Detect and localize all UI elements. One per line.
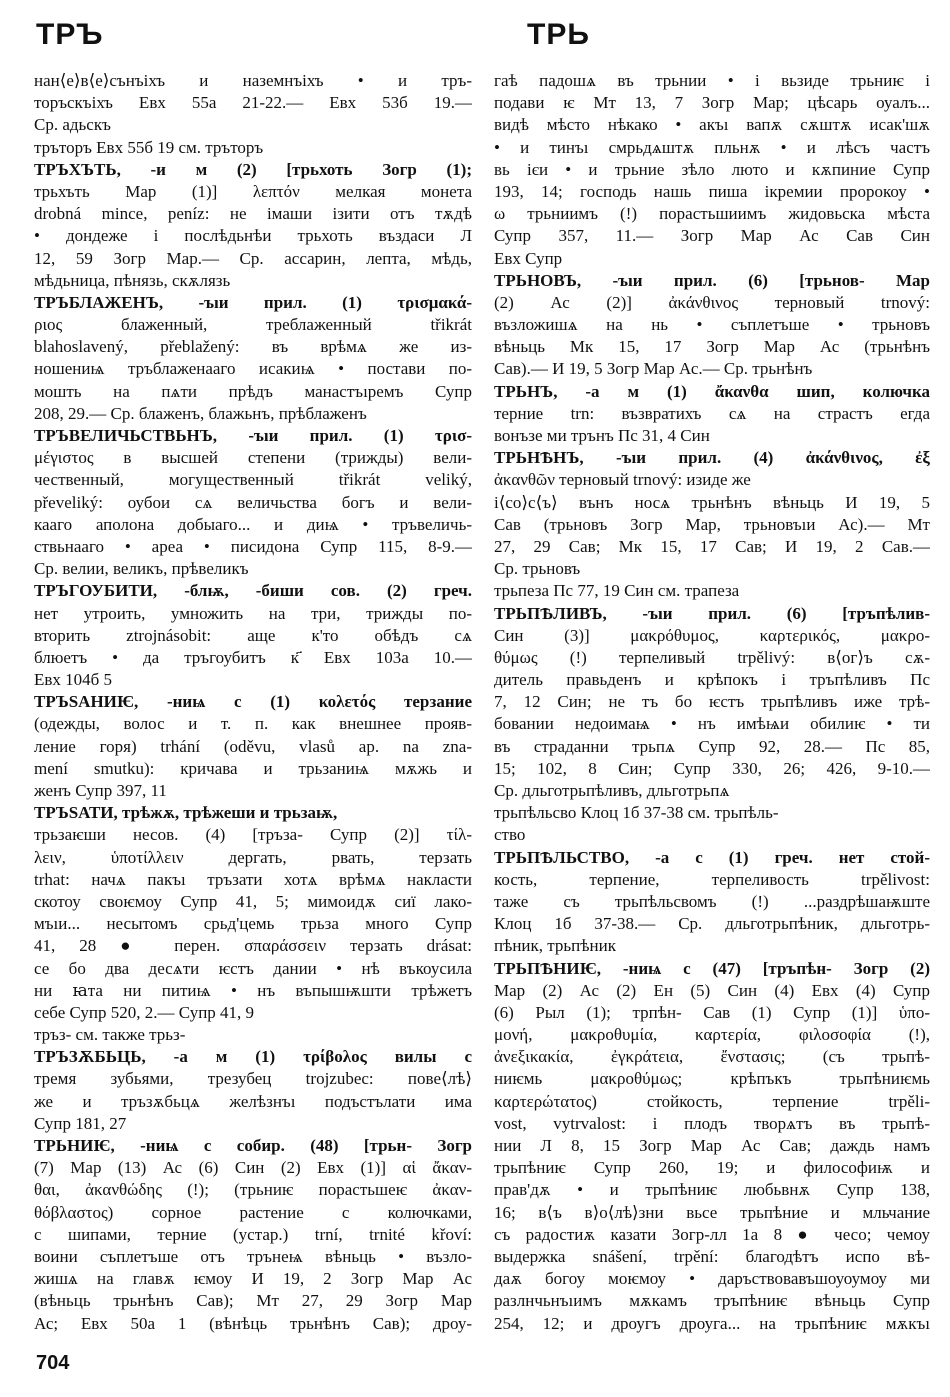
dictionary-line: Сав (трьновъ Зогр Мар, трьновъıи Ас).— Мт (494, 514, 930, 534)
dictionary-line: ἀνεξικακία, ἐγκράτεια, ἔνστασις; (съ трьпѣ- (494, 1047, 930, 1067)
dictionary-line: θαι, ἀκανθώδης (!); (трьниѥ порастьшеѥ ἀκαν- (34, 1180, 472, 1200)
dictionary-line: ТРЬПѢЛИВЪ, -ъıи прил. (6) [тръпѣлив- (494, 603, 930, 623)
dictionary-line: ление горя) trhání (oděvu, vlasů ap. na zna- (34, 736, 472, 756)
dictionary-line: ТРЪГОУБИТИ, -блѭ, -биши сов. (2) греч. (34, 581, 472, 601)
dictionary-line: (6) Рыл (1); трпѣн- Сав (1) Супр (1)] ὑπο- (494, 1002, 930, 1022)
dictionary-line: • дондеже і послѣдьнѣи трьхоть въздаси Л (34, 226, 472, 246)
dictionary-line: скотоу своѥмоу Супр 41, 5; мимоидѫ сиї лако- (34, 891, 472, 911)
dictionary-line: даѫ богоу моѥмоу • даръствовавъшоуоумоу ми (494, 1269, 930, 1289)
dictionary-line: Евх Супр (494, 248, 563, 268)
dictionary-line: мѣдьница, пѣнязь, скѫлязь (34, 270, 231, 290)
dictionary-line: торъскъіхъ Евх 55а 21-22.— Евх 53б 19.— (34, 93, 472, 113)
dictionary-line: тръторъ Евх 55б 19 см. тръторъ (34, 137, 264, 157)
dictionary-line: вь ієи • и трьние зѣло люто и кѫпиние Супр (494, 159, 930, 179)
dictionary-line: гаѣ падошѧ въ трьнии • і вьзиде трьниѥ і (494, 71, 930, 90)
dictionary-line: Ср. адьскъ (34, 115, 111, 135)
dictionary-line: převeliký: оубои сѧ величьства богъ и вели- (34, 492, 472, 512)
dictionary-line: въ страданни трьпѧ Супр 92, 28.— Пс 85, (494, 736, 930, 756)
dictionary-line: ἀκανθῶν терновый trnový: изиде же (494, 470, 751, 490)
dictionary-line: кость, терпение, терпеливость trpělivost: (494, 869, 930, 889)
left-column (34, 70, 472, 1335)
dictionary-line: vost, vytrvalost: і плодъ творѧтъ въ трьпѣ- (494, 1113, 930, 1133)
dictionary-line: трьпеза Пс 77, 19 Син см. трапеза (494, 581, 740, 601)
dictionary-line: (одежды, волос и т. п. как внешнее прояв- (34, 714, 472, 734)
dictionary-line: тремя зубьями, трезубец trojzubec: пове⟨лѣ⟩ (34, 1069, 472, 1089)
dictionary-line: блюетъ • да тръгоубитъ к҃ Евх 103а 10.— (34, 647, 472, 667)
dictionary-line: же и тръзѫбьцѧ желѣзнъı подъстълати има (34, 1091, 472, 1111)
dictionary-line: 193, 14; господь нашь пиша ікремии пророкоу • (494, 181, 930, 201)
dictionary-line: с шипами, терние (устар.) trní, trnité křoví: (34, 1224, 472, 1244)
dictionary-line: ω трьниимъ (!) порастьшиимъ жидовьска мѣста (494, 204, 930, 224)
dictionary-line: трьзаѥши несов. (4) [тръза- Супр (2)] τίλ- (34, 825, 472, 845)
dictionary-line: ТРЪВЕЛИЧЬСТВЬНЪ, -ъıи прил. (1) τρισ- (34, 426, 472, 445)
dictionary-line: ТРЪЅАНИѤ, -ниѩ с (1) κολετός терзание (34, 692, 472, 712)
dictionary-line: бовании недоимаѩ • нъ имѣѩи обилиѥ • ти (494, 714, 930, 734)
dictionary-line: 16; в⟨ъ в⟩о⟨лѣ⟩зни вьсе трьпѣние и мльчание (494, 1202, 930, 1222)
dictionary-line: вѣньць Мк 15, 17 Зогр Мар Ас (трьнѣнъ (494, 337, 930, 357)
dictionary-line: ТРЪБЛАЖЕНЪ, -ъıи прил. (1) τρισμακά- (34, 292, 472, 312)
dictionary-line: нан⟨е⟩в⟨е⟩сънъіхъ и наземнъіхъ • и тръ- (34, 71, 472, 90)
dictionary-line: воини съплетъше отъ трънеѩ вѣньць • възло- (34, 1246, 472, 1266)
dictionary-line: mení smutku): кричава и трьзаниѩ мѫжь и (34, 758, 472, 778)
dictionary-line: Евх 104б 5 (34, 670, 113, 690)
dictionary-line: ниѥмь μακροθύμως; крѣпъкъ трьпѣниѥмь (494, 1069, 930, 1089)
dictionary-line: (7) Мар (13) Ас (6) Син (2) Евх (1)] αἱ ἄκαν- (34, 1158, 472, 1178)
dictionary-line: ни ꙗта ни питиѩ • нъ въпышѭшти трѣжетъ (34, 980, 472, 1000)
dictionary-line: ствьнааго • ареа • писидона Супр 115, 8-9.— (34, 536, 472, 556)
dictionary-line: ТРЬПѢЛЬСТВО, -а с (1) греч. нет стой- (494, 847, 930, 867)
dictionary-line: разлнчьнъıимъ мѫкамъ тръпѣниѥ вѣньць Супр (494, 1291, 930, 1311)
dictionary-line: ТРЪХЪТЬ, -и м (2) [трьхоть Зогр (1); (34, 159, 472, 179)
dictionary-line: прав'дѫ • и трьпѣниѥ любьвнѫ Супр 138, (494, 1180, 930, 1200)
dictionary-line: Сав).— И 19, 5 Зогр Мар Ас.— Ср. трьнѣнъ (494, 359, 813, 379)
dictionary-line: видѣ мѣсто нѣкако • акъı вапѫ сѫштѫ исак'шѫ (494, 115, 930, 135)
running-head-left: ТРЪ (36, 18, 104, 51)
dictionary-line: Мар (2) Ас (2) Ен (5) Син (4) Евх (4) Супр (494, 980, 930, 1000)
dictionary-line: (2) Ас (2)] ἀκάνθινος терновый trnový: (494, 292, 930, 312)
dictionary-line: тръз- см. также трьз- (34, 1025, 186, 1045)
dictionary-line: вторить ztrojnásobit: аще к'то обѣдъ сѧ (34, 625, 472, 645)
running-head-right: ТРЬ (527, 18, 590, 51)
dictionary-line: μονή, μακροθυμία, καρτερία, φιλοσοφία (!), (494, 1025, 930, 1045)
dictionary-line: Клоц 1б 37-38.— Ср. дльготрьпѣник, дльготрь- (494, 914, 930, 934)
dictionary-line: трьпѣльсво Клоц 1б 37-38 см. трьпѣль- (494, 803, 779, 823)
page-number: 704 (36, 1352, 70, 1374)
dictionary-line: кааго аполона добыаго... и диѩ • тръвеличь- (34, 514, 472, 534)
dictionary-line: Син (3)] μακρόθυμος, καρτερικός, μακρο- (494, 625, 930, 645)
dictionary-line: ριος блаженный, треблаженный třikrát (34, 315, 472, 335)
dictionary-line: ТРЬПѢНИѤ, -ниѩ с (47) [тръпѣн- Зогр (2) (494, 958, 930, 978)
dictionary-line: трьхъть Мар (1)] λεπτόν мелкая монета (34, 181, 472, 201)
dictionary-line: 41, 28 ● перен. σπαράσσειν терзать drásat: (34, 936, 472, 956)
dictionary-line: съ радостиѫ казати Зогр-лл 1а 8 ● чесо; чемоу (494, 1224, 930, 1244)
dictionary-line: нет утроить, умножить на три, трижды по- (34, 603, 472, 623)
dictionary-line: ТРЬНЪ, -а м (1) ἄκανθα шип, колючка (494, 381, 930, 401)
dictionary-line: женъ Супр 397, 11 (34, 781, 167, 800)
dictionary-line: і⟨со⟩с⟨ъ⟩ вънъ носѧ трьнѣнъ вѣньць И 19, 5 (494, 492, 930, 512)
dictionary-line: trhat: начѧ пакъı тръзати хотѧ врѣмѧ накласти (34, 869, 472, 889)
dictionary-line: ТРЬНИѤ, -ниѩ с собир. (48) [трьн- Зогр (34, 1136, 472, 1155)
dictionary-line: 7, 12 Син; не тъ бо ѥстъ трьпѣливъ иже трѣ- (494, 692, 930, 712)
dictionary-line: чественный, могущественный třikrát veliký, (34, 470, 472, 490)
dictionary-line: Супр 181, 27 (34, 1113, 127, 1133)
dictionary-line: καρτερώτατος) стойкость, терпение trpěli- (494, 1091, 930, 1111)
dictionary-line: Ср. трьновъ (494, 559, 581, 579)
dictionary-line: 12, 59 Зогр Мар.— Ср. ассарин, лепта, мѣдь, (34, 248, 472, 268)
dictionary-line: трьпѣниѥ Супр 260, 19; и философиѭ и (494, 1158, 930, 1178)
dictionary-line: 254, 12; и дроугъ дроуга... на трьпѣниѥ мѫкъı (494, 1313, 930, 1333)
dictionary-line: себе Супр 520, 2.— Супр 41, 9 (34, 1002, 255, 1022)
dictionary-line: вонъзе ми трънъ Пс 31, 4 Син (494, 426, 710, 445)
dictionary-line: θύμως (!) терпеливый trpělivý: в⟨ог⟩ъ сѫ- (494, 647, 930, 667)
dictionary-line: терние trn: възвратихъ сѧ на страстъ егда (494, 403, 930, 423)
dictionary-line: жишѧ на главѫ ѥмоу И 19, 2 Зогр Мар Ас (34, 1269, 472, 1289)
dictionary-line: θόβλαστος) сорное растение с колючками, (34, 1202, 472, 1222)
dictionary-line: ство (494, 825, 526, 845)
dictionary-line: възложишѧ на нь • съплетъше • трьновъ (494, 315, 930, 335)
dictionary-line: drobná mince, peníz: не імаши ізити отъ тѫдѣ (34, 204, 472, 224)
dictionary-line: подави ѥ Мт 13, 7 Зогр Мар; цѣсарь оуалъ... (494, 93, 930, 113)
dictionary-line: мъıи... несытомъ срьд'цемь трьза много Супр (34, 914, 472, 934)
dictionary-line: (вѣньць трьнѣнъ Сав); Мт 27, 29 Зогр Мар (34, 1291, 472, 1311)
dictionary-line: ТРЬНОВЪ, -ъıи прил. (6) [трьнов- Мар (494, 270, 930, 290)
dictionary-line: 208, 29.— Ср. блаженъ, блажьнъ, прѣблаженъ (34, 403, 367, 423)
dictionary-line: 27, 29 Сав; Мк 15, 17 Сав; И 19, 2 Сав.— (494, 536, 930, 556)
dictionary-line: λειν, ὑποτίλλειν дергать, рвать, терзать (34, 847, 472, 867)
dictionary-line: • и тинъı смрьдѧштѫ пльнѫ • и лѣсъ частъ (494, 137, 930, 157)
dictionary-line: ТРЪЅАТИ, трѣжѫ, трѣжеши и трьзаѭ, (34, 803, 338, 823)
dictionary-line: таже съ трьпѣльсвомъ (!) ...раздрѣшаѭште (494, 891, 930, 911)
dictionary-line: μέγιστος в высшей степени (трижды) вели- (34, 448, 472, 468)
dictionary-line: нии Л 8, 15 Зогр Мар Ас Сав; даждь намъ (494, 1136, 930, 1155)
dictionary-line: ТРЬНѢНЪ, -ъıи прил. (4) ἀκάνθινος, ἐξ (494, 448, 930, 468)
dictionary-line: blahoslavený, přeblažený: въ врѣмѧ же из- (34, 337, 472, 357)
dictionary-line: пѣник, трьпѣник (494, 936, 616, 956)
dictionary-line: Ас; Евх 50а 1 (вѣнѣць трьнѣнъ Сав); дроу- (34, 1313, 472, 1333)
dictionary-line: Супр 357, 11.— Зогр Мар Ас Сав Син (494, 226, 930, 246)
dictionary-line: выдержка snášení, trpění: благодѣтъ испо вѣ- (494, 1246, 930, 1266)
dictionary-line: ТРЪЗѪБЬЦЬ, -а м (1) τρίβολος вилы с (34, 1047, 472, 1067)
dictionary-line: 15; 102, 8 Син; Супр 330, 26; 426, 9-10.— (494, 758, 930, 778)
dictionary-line: се бо два десѧти ѥстъ дании • нѣ въкоусила (34, 958, 472, 978)
dictionary-line: Ср. велии, великъ, прѣвеликъ (34, 559, 249, 579)
dictionary-line: ношениѩ тръблаженааго исакиѩ • постави по- (34, 359, 472, 379)
dictionary-line: мошть на пѧти прѣдъ манастъıремъ Супр (34, 381, 472, 401)
right-column (494, 70, 930, 1335)
dictionary-line: Ср. дльготрьпѣливъ, дльготрьпѧ (494, 781, 730, 800)
dictionary-line: дитель правьденъ и крѣпокъ і тръпѣливъ Пс (494, 670, 930, 690)
